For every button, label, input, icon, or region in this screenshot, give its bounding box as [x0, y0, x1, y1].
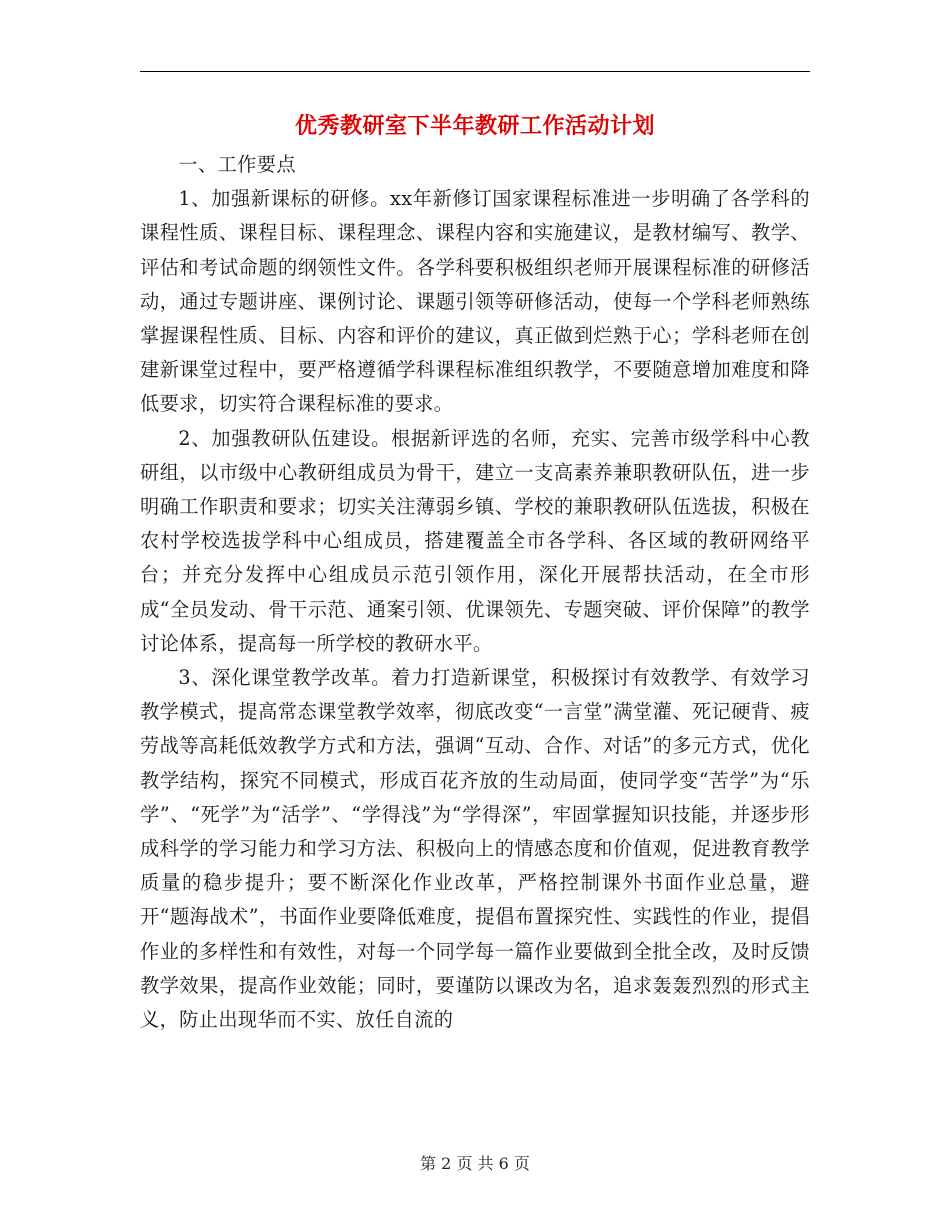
header-rule	[140, 71, 810, 72]
page-number: 第 2 页 共 6 页	[420, 1154, 530, 1173]
section-heading: 一、工作要点	[178, 153, 296, 176]
paragraph-3: 3、深化课堂教学改革。着力打造新课堂，积极探讨有效教学、有效学习教学模式，提高常态课堂教学效率，彻底改变“一言堂”满堂灌、死记硬背、疲劳战等高耗低效教学方式和方法，强调“互动、合作、对话”的多元方式，优化教学结构，探究不同模式，形成百花齐放的生动局面，使同学变“苦学”为“乐学”、“死学”为“活学”、“学得浅”为“学得深”，牢固掌握知识技能，并逐步形成科学的学习能力和学习方法、积极向上的情感态度和价值观，促进教育教学质量的稳步提升；要不断深化作业改革，严格控制课外书面作业总量，避开“题海战术”，书面作业要降低难度，提倡布置探究性、实践性的作业，提倡作业的多样性和有效性，对每一个同学每一篇作业要做到全批全改，及时反馈教学效果，提高作业效能；同时，要谨防以课改为名，追求轰轰烈烈的形式主义，防止出现华而不实、放任自流的	[140, 666, 810, 1032]
paragraph-2: 2、加强教研队伍建设。根据新评选的名师，充实、完善市级学科中心教研组，以市级中心教研组成员为骨干，建立一支高素养兼职教研队伍，进一步明确工作职责和要求；切实关注薄弱乡镇、学校的兼职教研队伍选拔，积极在农村学校选拔学科中心组成员，搭建覆盖全市各学科、各区域的教研网络平台；并充分发挥中心组成员示范引领作用，深化开展帮扶活动，在全市形成“全员发动、骨干示范、通案引领、优课领先、专题突破、评价保障”的教学讨论体系，提高每一所学校的教研水平。	[140, 426, 810, 655]
document-body	[140, 148, 810, 1037]
document-title: 优秀教研室下半年教研工作活动计划	[294, 113, 655, 139]
paragraph-1: 1、加强新课标的研修。xx年新修订国家课程标准进一步明确了各学科的课程性质、课程目标、课程理念、课程内容和实施建议，是教材编写、教学、评估和考试命题的纲领性文件。各学科要积极组织老师开展课程标准的研修活动，通过专题讲座、课例讨论、课题引领等研修活动，使每一个学科老师熟练掌握课程性质、目标、内容和评价的建议，真正做到烂熟于心；学科老师在创建新课堂过程中，要严格遵循学科课程标准组织教学，不要随意增加难度和降低要求，切实符合课程标准的要求。	[140, 187, 810, 416]
